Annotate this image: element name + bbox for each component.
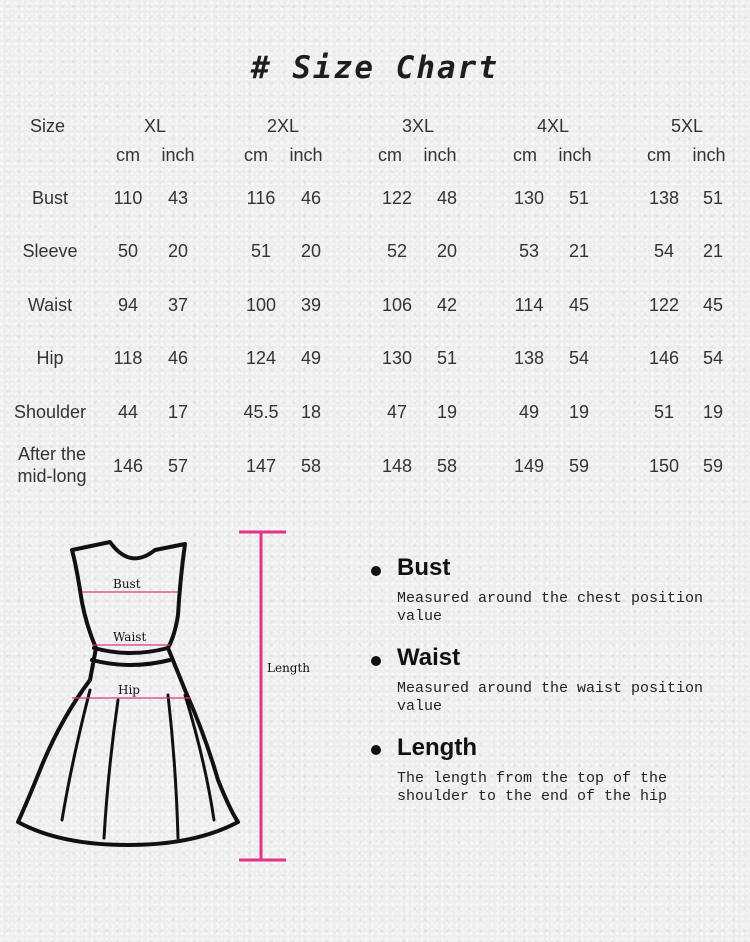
length-diagram-label: Length	[267, 661, 311, 675]
inch-value: 54	[568, 348, 590, 368]
cm-value: 146	[112, 456, 144, 476]
cm-value: 53	[518, 241, 540, 261]
cm-value: 147	[245, 456, 277, 476]
unit-inch: inch	[289, 145, 323, 165]
inch-value: 58	[300, 456, 322, 476]
inch-value: 17	[167, 402, 189, 422]
inch-value: 46	[167, 348, 189, 368]
inch-value: 19	[436, 402, 458, 422]
hip-diagram-label: Hip	[118, 683, 140, 697]
row-label: Shoulder	[13, 402, 87, 422]
cm-value: 110	[113, 188, 143, 208]
bullet-icon	[371, 745, 381, 755]
size-2xl-header: 2XL	[266, 116, 300, 136]
cm-value: 100	[245, 295, 277, 315]
inch-value: 20	[436, 241, 458, 261]
bullet-icon	[371, 656, 381, 666]
unit-cm: cm	[513, 145, 537, 165]
size-4xl-header: 4XL	[536, 116, 570, 136]
inch-value: 58	[436, 456, 458, 476]
inch-value: 43	[167, 188, 189, 208]
cm-value: 122	[381, 188, 413, 208]
page-title: # Size Chart	[251, 50, 499, 86]
inch-value: 59	[702, 456, 724, 476]
unit-cm: cm	[244, 145, 268, 165]
inch-value: 45	[702, 295, 724, 315]
waist-diagram-label: Waist	[113, 630, 147, 644]
cm-value: 130	[381, 348, 413, 368]
inch-value: 39	[300, 295, 322, 315]
unit-inch: inch	[161, 145, 195, 165]
legend-bust-description: Measured around the chest position value	[397, 590, 704, 625]
inch-value: 46	[300, 188, 322, 208]
skirt-fold-icon	[62, 690, 214, 838]
cm-value: 122	[648, 295, 680, 315]
inch-value: 45	[568, 295, 590, 315]
cm-value: 138	[648, 188, 680, 208]
inch-value: 19	[568, 402, 590, 422]
inch-value: 20	[167, 241, 189, 261]
bust-diagram-label: Bust	[113, 577, 141, 591]
row-label: After the mid-long	[17, 444, 87, 486]
legend-waist-heading: Waist	[397, 644, 461, 671]
legend-length-heading: Length	[397, 734, 477, 761]
unit-inch: inch	[423, 145, 457, 165]
inch-value: 48	[436, 188, 458, 208]
cm-value: 130	[513, 188, 545, 208]
cm-value: 146	[648, 348, 680, 368]
inch-value: 42	[436, 295, 458, 315]
cm-value: 118	[113, 348, 143, 368]
unit-inch: inch	[558, 145, 592, 165]
cm-value: 47	[386, 402, 408, 422]
cm-value: 149	[513, 456, 545, 476]
length-measure-bar	[239, 532, 286, 860]
unit-inch: inch	[692, 145, 726, 165]
legend-waist-description: Measured around the waist position value	[397, 680, 704, 715]
row-label: Sleeve	[22, 241, 78, 261]
inch-value: 57	[167, 456, 189, 476]
cm-value: 114	[514, 295, 544, 315]
row-label: Waist	[27, 295, 73, 315]
waistband-icon	[92, 648, 170, 665]
cm-value: 45.5	[243, 402, 279, 422]
unit-cm: cm	[116, 145, 140, 165]
row-label: Bust	[31, 188, 69, 208]
cm-value: 49	[518, 402, 540, 422]
inch-value: 59	[568, 456, 590, 476]
cm-value: 138	[513, 348, 545, 368]
inch-value: 51	[436, 348, 458, 368]
inch-value: 19	[702, 402, 724, 422]
cm-value: 116	[246, 188, 276, 208]
unit-cm: cm	[647, 145, 671, 165]
inch-value: 21	[702, 241, 724, 261]
inch-value: 51	[702, 188, 724, 208]
bullet-icon	[371, 566, 381, 576]
inch-value: 21	[568, 241, 590, 261]
legend-length-description: The length from the top of the shoulder to the end of the hip	[397, 770, 668, 805]
inch-value: 51	[568, 188, 590, 208]
cm-value: 124	[245, 348, 277, 368]
unit-cm: cm	[378, 145, 402, 165]
cm-value: 148	[381, 456, 413, 476]
cm-value: 51	[653, 402, 675, 422]
inch-value: 20	[300, 241, 322, 261]
inch-value: 37	[167, 295, 189, 315]
inch-value: 18	[300, 402, 322, 422]
row-label: Hip	[36, 348, 64, 368]
legend-bust-heading: Bust	[397, 554, 451, 581]
cm-value: 94	[117, 295, 139, 315]
cm-value: 150	[648, 456, 680, 476]
dress-diagram	[0, 520, 330, 880]
cm-value: 50	[117, 241, 139, 261]
cm-value: 106	[381, 295, 413, 315]
size-3xl-header: 3XL	[401, 116, 435, 136]
cm-value: 52	[386, 241, 408, 261]
cm-value: 54	[653, 241, 675, 261]
size-5xl-header: 5XL	[670, 116, 704, 136]
size-xl-header: XL	[143, 116, 167, 136]
inch-value: 54	[702, 348, 724, 368]
inch-value: 49	[300, 348, 322, 368]
cm-value: 51	[250, 241, 272, 261]
size-header: Size	[30, 116, 66, 136]
cm-value: 44	[117, 402, 139, 422]
